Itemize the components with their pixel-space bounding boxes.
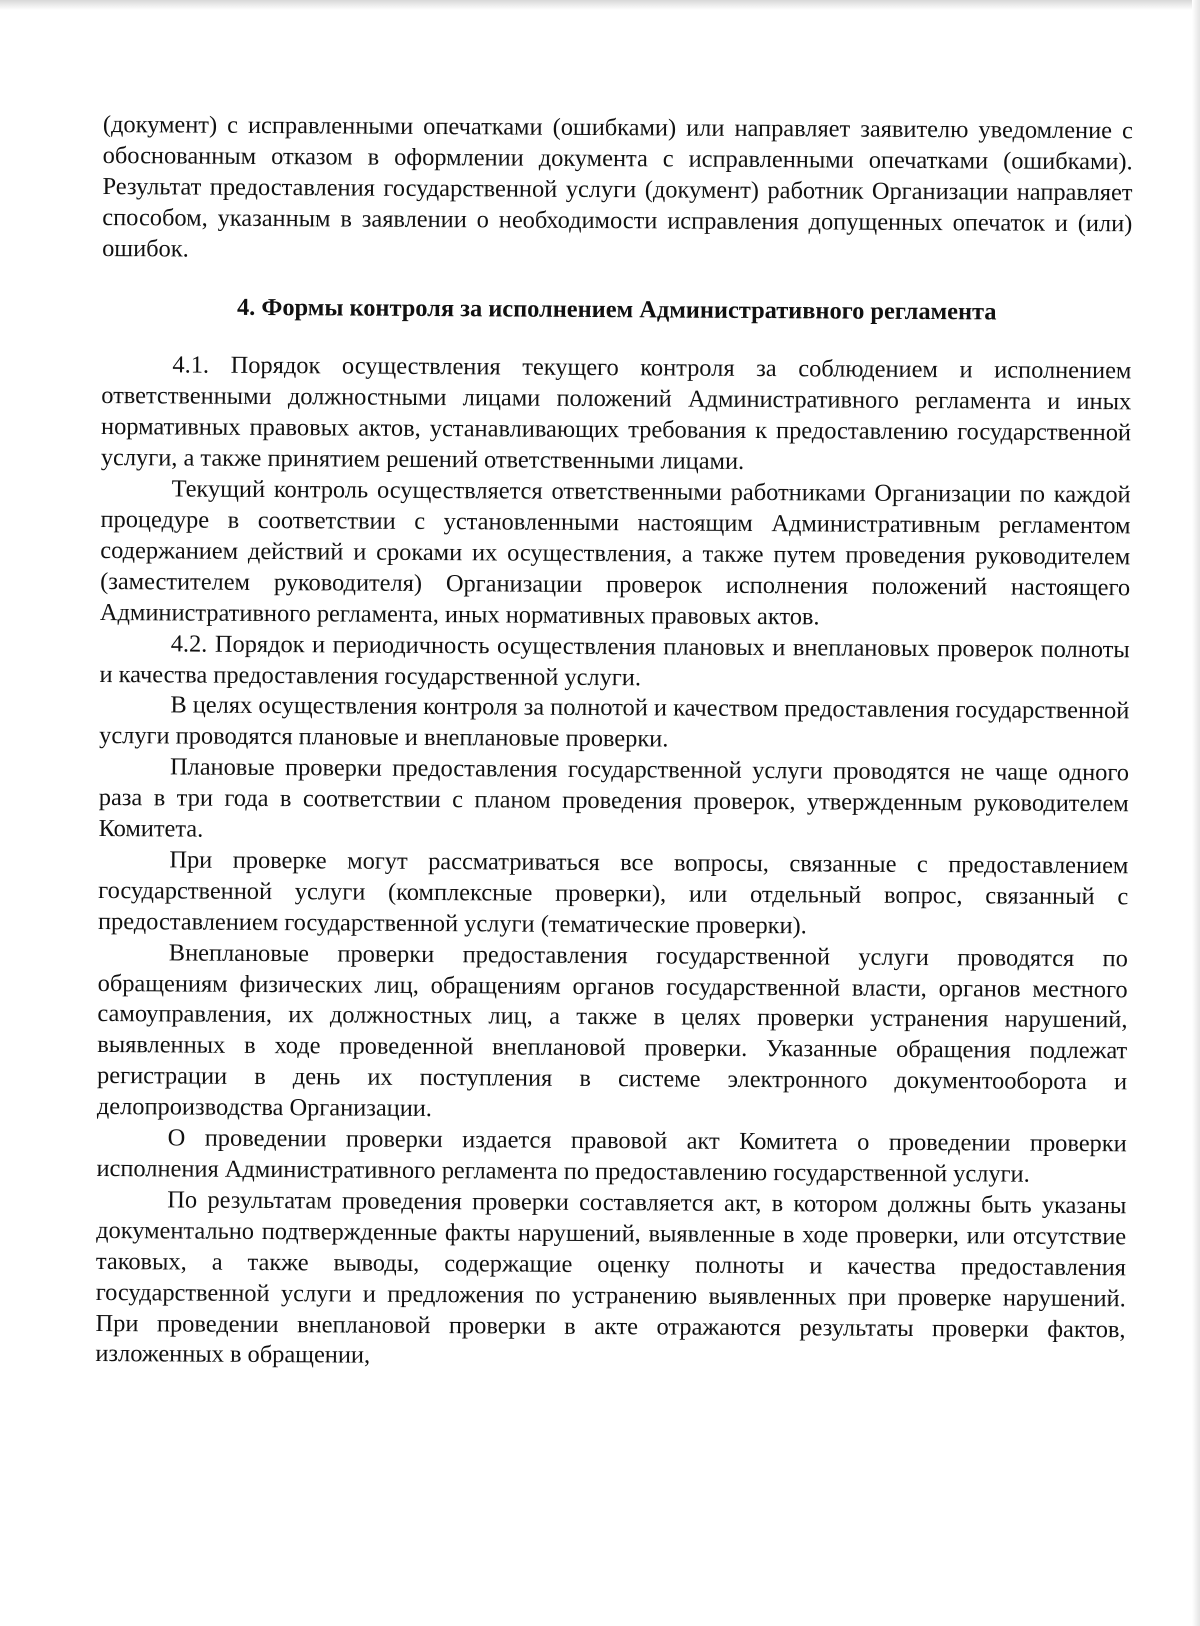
paragraph-check-results: По результатам проведения проверки составляется акт, в котором должны быть указаны документально подтвержденные факты нарушений, выявленные в ходе проверки, или отсутствие таковых, а также выводы, содержащие оценку полноты и качества предоставления государственной услуги и предложения по устранению выявленных при проверке нарушений. При проведении внеплановой проверки в акте отражаются результаты проверки фактов, изложенных в обращении, [95,1186,1127,1370]
paragraph-check-scope: При проверке могут рассматриваться все вопросы, связанные с предоставлением государственной услуги (комплексные проверки), или отдельный вопрос, связанный с предоставлением государственной услуги (тематические проверки). [97,846,1129,940]
paragraph-unplanned-checks: Внеплановые проверки предоставления государственной услуги проводятся по обращениям физических лиц, обращениям органов государственной власти, органов местного самоуправления, их должностных лиц, а также в целях проверки устранения нарушений, выявленных в ходе проведенной внеплановой проверки. Указанные обращения подлежат регистрации в день их поступления в системе электронного документооборота и делопроизводства Организации. [96,939,1128,1123]
paragraph-check-order: О проведении проверки издается правовой акт Комитета о проведении проверки исполнения Административного регламента по предоставлению государственной услуги. [96,1124,1127,1188]
paragraph-4-2: 4.2. Порядок и периодичность осуществления плановых и внеплановых проверок полноты и качества предоставления государственной услуги. [99,630,1130,691]
section-title: 4. Формы контроля за исполнением Административного регламента [236,293,997,325]
paragraph-control-purpose: В целях осуществления контроля за полнотой и качеством предоставления государственной услуги проводятся плановые и внеплановые проверки. [99,691,1130,753]
document-body [95,110,1133,1377]
paragraph-4-1: 4.1. Порядок осуществления текущего контроля за соблюдением и исполнением ответственными должностными лицами положений Административного регламента и иных нормативных правовых актов, устанавливающих требования к предоставлению государственной услуги, а также принятием решений ответственными лицами. [100,351,1132,476]
scan-right-edge [1192,0,1200,1626]
paragraph-current-control: Текущий контроль осуществляется ответственными работниками Организации по каждой процедуре в соответствии с установленными настоящим Административным регламентом содержанием действий и сроками их осуществления, а также путем проведения руководителем (заместителем руководителя) Организации проверок исполнения положений настоящего Административного регламента, иных нормативных правовых актов. [99,475,1131,631]
intro-paragraph: (документ) с исправленными опечатками (ошибками) или направляет заявителю уведомление с обоснованным отказом в оформлении документа с исправленными опечатками (ошибками). Результат предоставления государственной услуги (документ) работник Организации направляет способом, указанным в заявлении о необходимости исправления допущенных опечаток и (или) ошибок. [102,110,1133,263]
paragraph-planned-checks: Плановые проверки предоставления государственной услуги проводятся не чаще одного раза в три года в соответствии с планом проведения проверок, утвержденным руководителем Комитета. [98,753,1130,843]
scan-top-edge [0,0,1200,10]
